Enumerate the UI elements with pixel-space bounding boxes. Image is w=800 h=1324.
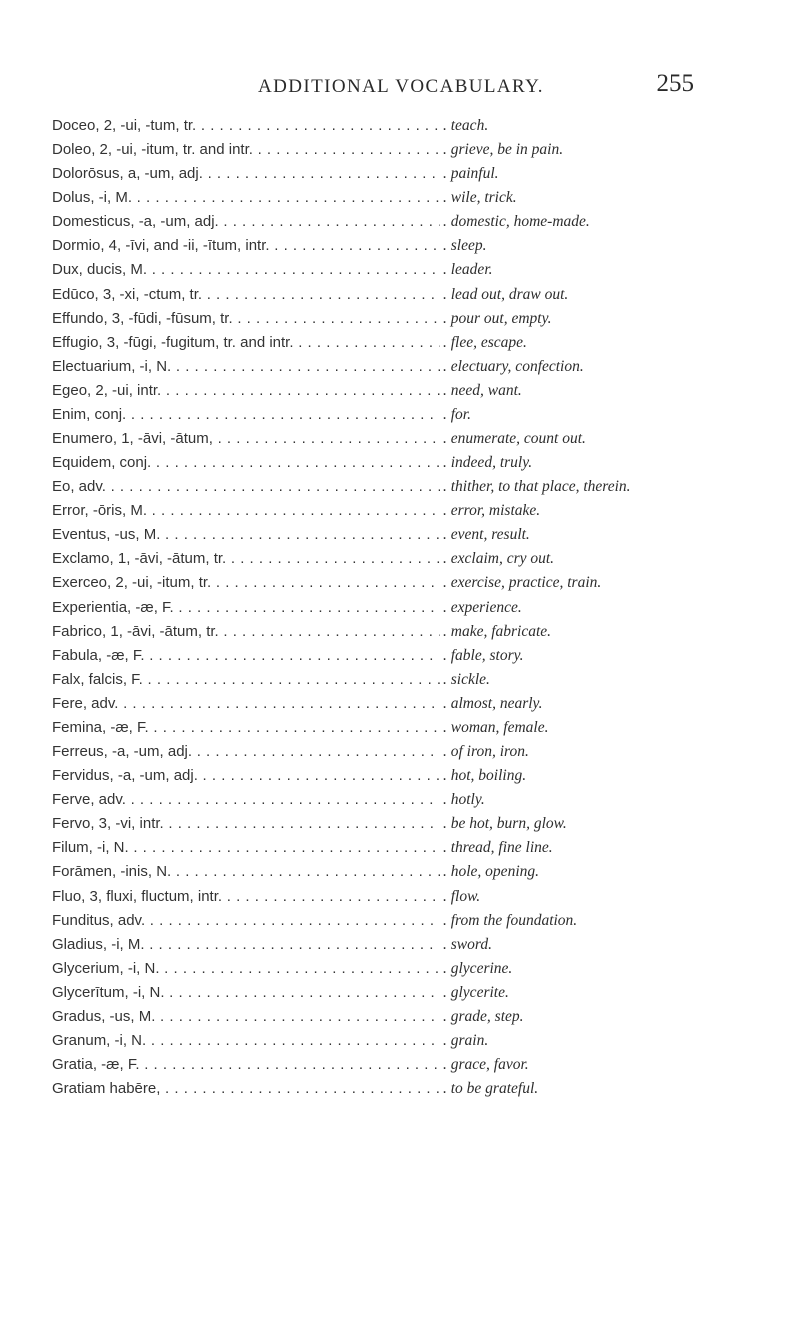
entry-definition: . hole, opening. <box>443 863 539 881</box>
entry-definition: . thread, fine line. <box>443 839 553 857</box>
vocabulary-entry <box>52 596 800 620</box>
entry-definition: . grace, favor. <box>443 1056 529 1074</box>
vocabulary-entry <box>52 403 800 427</box>
vocabulary-entry <box>52 668 800 692</box>
vocabulary-entry <box>52 283 800 307</box>
entry-term: Funditus, adv. . . . <box>52 909 440 933</box>
entry-term: Fere, adv. . . . <box>52 692 440 716</box>
vocabulary-entry <box>52 523 800 547</box>
entry-definition: . event, result. <box>443 526 530 544</box>
entry-definition: . of iron, iron. <box>443 743 529 761</box>
entry-definition: . exclaim, cry out. <box>443 550 555 568</box>
entry-term: Forāmen, -inis, N. . . . <box>52 860 440 884</box>
entry-term: Gratia, -æ, F. . . . <box>52 1053 440 1077</box>
vocabulary-entry <box>52 234 800 258</box>
vocabulary-entry <box>52 379 800 403</box>
entry-definition: . flee, escape. <box>443 333 527 351</box>
entry-term: Dux, ducis, M. . . . <box>52 258 440 282</box>
vocabulary-entry <box>52 716 800 740</box>
vocabulary-entry <box>52 1053 800 1077</box>
entry-term: Filum, -i, N. . . . <box>52 836 440 860</box>
entry-definition: . woman, female. <box>443 718 549 736</box>
entry-definition: . error, mistake. <box>443 502 541 520</box>
entry-definition: . experience. <box>443 598 522 616</box>
vocabulary-entry <box>52 740 800 764</box>
entry-term: Enumero, 1, -āvi, -ātum, . . . <box>52 427 440 451</box>
entry-term: Electuarium, -i, N. . . . <box>52 355 440 379</box>
entry-term: Falx, falcis, F. . . . <box>52 668 440 692</box>
entry-definition: . grieve, be in pain. <box>443 141 564 159</box>
vocabulary-entry <box>52 788 800 812</box>
entry-term: Glycerītum, -i, N. . . . <box>52 981 440 1005</box>
entry-definition: . sickle. <box>443 670 490 688</box>
entry-definition: . thither, to that place, therein. <box>443 478 631 496</box>
entry-term: Doleo, 2, -ui, -itum, tr. and intr. . . . <box>52 138 440 162</box>
vocabulary-entry <box>52 547 800 571</box>
entry-definition: . from the foundation. <box>443 911 578 929</box>
entry-definition: . leader. <box>443 261 493 279</box>
vocabulary-entry <box>52 933 800 957</box>
entry-term: Gradus, -us, M. . . . <box>52 1005 440 1029</box>
entry-definition: . grade, step. <box>443 1007 524 1025</box>
vocabulary-entry <box>52 258 800 282</box>
entry-definition: . hotly. <box>443 791 485 809</box>
vocabulary-entry <box>52 162 800 186</box>
vocabulary-entry <box>52 499 800 523</box>
entry-term: Exclamo, 1, -āvi, -ātum, tr. . . . <box>52 547 440 571</box>
vocabulary-entry <box>52 186 800 210</box>
entry-definition: . teach. <box>443 117 489 134</box>
entry-definition: . grain. <box>443 1031 489 1049</box>
vocabulary-entry <box>52 860 800 884</box>
entry-term: Equidem, conj. . . . <box>52 451 440 475</box>
entry-term: Dormio, 4, -īvi, and -ii, -ītum, intr. . . . <box>52 234 440 258</box>
entry-definition: . lead out, draw out. <box>443 285 569 303</box>
entry-term: Fabula, -æ, F. . . . <box>52 644 440 668</box>
entry-term: Gladius, -i, M. . . . <box>52 933 440 957</box>
vocabulary-entry <box>52 355 800 379</box>
entry-term: Ferve, adv. . . . <box>52 788 440 812</box>
vocabulary-entry <box>52 836 800 860</box>
entry-term: Enim, conj. . . . <box>52 403 440 427</box>
entry-term: Fervidus, -a, -um, adj. . . . <box>52 764 440 788</box>
vocabulary-entry <box>52 885 800 909</box>
entry-definition: . pour out, empty. <box>443 309 552 327</box>
entry-definition: . sword. <box>443 935 492 953</box>
vocabulary-entry <box>52 138 800 162</box>
entry-term: Experientia, -æ, F. . . . <box>52 596 440 620</box>
vocabulary-entry <box>52 451 800 475</box>
entry-term: Edūco, 3, -xi, -ctum, tr. . . . <box>52 283 440 307</box>
vocabulary-entry <box>52 909 800 933</box>
vocabulary-entry <box>52 427 800 451</box>
entry-definition: . wile, trick. <box>443 189 517 207</box>
vocabulary-entry <box>52 114 800 138</box>
entry-term: Exerceo, 2, -ui, -itum, tr. . . . <box>52 571 440 595</box>
vocabulary-entry <box>52 307 800 331</box>
vocabulary-entry <box>52 692 800 716</box>
entry-definition: . almost, nearly. <box>443 694 543 712</box>
entry-definition: . fable, story. <box>443 646 524 664</box>
vocabulary-entry <box>52 764 800 788</box>
entry-definition: . need, want. <box>443 381 522 399</box>
entry-term: Dolus, -i, M. . . . <box>52 186 440 210</box>
entry-definition: . to be grateful. <box>443 1080 539 1098</box>
entry-definition: . hot, boiling. <box>443 767 527 785</box>
entry-definition: . sleep. <box>443 237 487 255</box>
vocabulary-entry <box>52 981 800 1005</box>
vocabulary-entry <box>52 331 800 355</box>
entry-definition: . make, fabricate. <box>443 622 552 640</box>
running-head: ADDITIONAL VOCABULARY. <box>258 76 544 97</box>
entry-term: Ferreus, -a, -um, adj. . . . <box>52 740 440 764</box>
entry-term: Dolorōsus, a, -um, adj. . . . <box>52 162 440 186</box>
entry-term: Femina, -æ, F. . . . <box>52 716 440 740</box>
entry-term: Effundo, 3, -fūdi, -fūsum, tr. . . . <box>52 307 440 331</box>
entry-definition: . for. <box>443 405 471 423</box>
vocabulary-entry <box>52 210 800 234</box>
entry-definition: . flow. <box>443 887 481 905</box>
entry-definition: . domestic, home-made. <box>443 213 590 231</box>
entry-term: Fervo, 3, -vi, intr. . . . <box>52 812 440 836</box>
entry-term: Eo, adv. . . . <box>52 475 440 499</box>
entry-term: Glycerium, -i, N. . . . <box>52 957 440 981</box>
entry-definition: . glycerite. <box>443 983 509 1001</box>
entry-term: Fluo, 3, fluxi, fluctum, intr. . . . <box>52 885 440 909</box>
page-header <box>0 70 800 106</box>
page-number: 255 <box>656 70 694 97</box>
entry-term: Eventus, -us, M. . . . <box>52 523 440 547</box>
vocabulary-list <box>52 114 800 1101</box>
entry-definition: . enumerate, count out. <box>443 430 586 448</box>
entry-definition: . be hot, burn, glow. <box>443 815 567 833</box>
vocabulary-entry <box>52 1077 800 1101</box>
entry-term: Error, -ōris, M. . . . <box>52 499 440 523</box>
entry-definition: . indeed, truly. <box>443 454 533 472</box>
vocabulary-entry <box>52 571 800 595</box>
entry-term: Granum, -i, N. . . . <box>52 1029 440 1053</box>
vocabulary-entry <box>52 644 800 668</box>
entry-definition: . exercise, practice, train. <box>443 574 602 592</box>
entry-term: Effugio, 3, -fūgi, -fugitum, tr. and intr. . . . <box>52 331 440 355</box>
entry-term: Gratiam habēre, . . . <box>52 1077 440 1101</box>
entry-term: Fabrico, 1, -āvi, -ātum, tr. . . . <box>52 620 440 644</box>
entry-term: Doceo, 2, -ui, -tum, tr. . . . <box>52 114 440 138</box>
vocabulary-entry <box>52 1029 800 1053</box>
vocabulary-entry <box>52 620 800 644</box>
vocabulary-entry <box>52 957 800 981</box>
vocabulary-entry <box>52 812 800 836</box>
entry-definition: . electuary, confection. <box>443 357 584 375</box>
entry-definition: . glycerine. <box>443 959 513 977</box>
entry-definition: . painful. <box>443 165 499 183</box>
entry-term: Domesticus, -a, -um, adj. . . . <box>52 210 440 234</box>
vocabulary-entry <box>52 1005 800 1029</box>
vocabulary-entry <box>52 475 800 499</box>
entry-term: Egeo, 2, -ui, intr. . . . <box>52 379 440 403</box>
